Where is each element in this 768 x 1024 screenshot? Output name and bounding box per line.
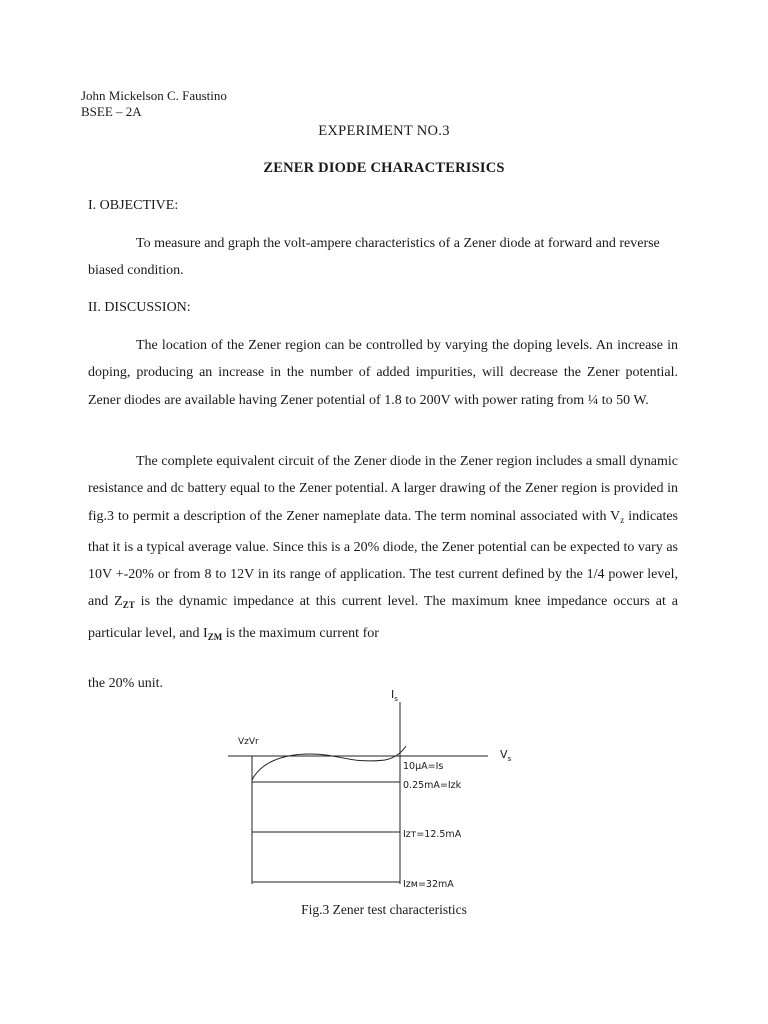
discussion-text-2: [88, 448, 678, 651]
page-title: ZENER DIODE CHARACTERISICS: [263, 160, 505, 176]
izk-label: 0.25mA=Izk: [403, 780, 462, 791]
izt-label: Izт=12.5mA: [403, 829, 462, 840]
discussion-paragraph-2: [88, 448, 678, 651]
discussion-text-1: The location of the Zener region can be controlled by varying the doping levels. An increase in doping, producing an increase in the number of added impurities, will decrease the Zener potential. Zener diodes are available having Zener potential of 1.8 to 200V with power rating from ¼ to 50 W.: [88, 338, 678, 408]
para2-part-a: The complete equivalent circuit of the Zener diode in the Zener region includes a small dynamic resistance and dc battery equal to the Zener potential. A larger drawing of the Zener region is provided in fig.3 to permit a description of the Zener nameplate data. The term nominal associated with V: [88, 454, 678, 524]
izm-subscript: ZM: [207, 631, 223, 642]
axis-y-label: $I_s$: [391, 688, 398, 703]
zzt-subscript: ZT: [122, 600, 135, 611]
characteristic-curve: [252, 746, 406, 780]
para2-part-b: indicates that it is a typical average value. Since this is a 20% diode, the Zener potential can be expected to vary as 10V +-20% or from 8 to 12V in its range of application. The test current defined by the 1/4 power level, and Z: [88, 508, 678, 610]
objective-text: To measure and graph the volt-ampere characteristics of a Zener diode at forward and reverse biased condition.: [88, 236, 660, 279]
experiment-number: EXPERIMENT NO.3: [318, 123, 450, 139]
is-label: 10μA=Is: [403, 761, 444, 772]
course-section: BSEE – 2A: [81, 104, 142, 119]
discussion-tail: the 20% unit.: [88, 676, 164, 691]
para2-part-c: is the dynamic impedance at this current level. The maximum knee impedance occurs at a particular level, and I: [88, 594, 679, 641]
figure-caption: Fig.3 Zener test characteristics: [301, 902, 467, 917]
para2-part-d: is the maximum current for: [222, 625, 379, 641]
discussion-paragraph-1: [88, 332, 678, 414]
zener-characteristics-figure: [220, 684, 540, 899]
vz-label: VzVr: [238, 737, 259, 747]
vz-subscript: z: [620, 514, 625, 525]
izm-label: Izм=32mA: [403, 879, 454, 890]
axis-x-label: $V_s$: [500, 748, 512, 763]
author-name: John Mickelson C. Faustino: [81, 88, 227, 103]
objective-paragraph: [88, 230, 678, 285]
discussion-heading: II. DISCUSSION:: [88, 300, 191, 315]
objective-heading: I. OBJECTIVE:: [88, 198, 179, 213]
